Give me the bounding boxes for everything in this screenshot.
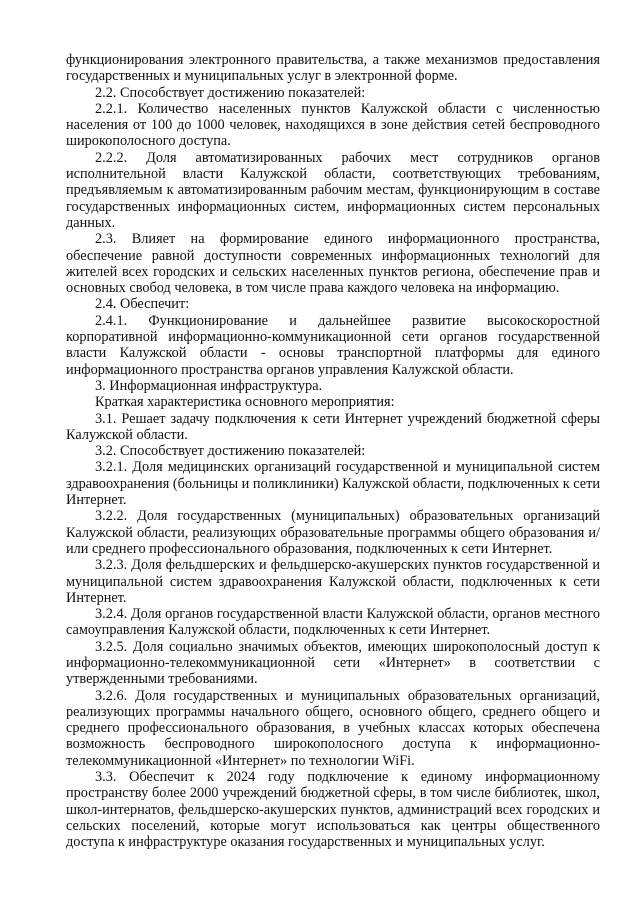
paragraph-3-2-2: 3.2.2. Доля государственных (муниципальных) образовательных организаций Калужской области, реализующих образовательные программы общего образования и/или среднего профессионального образования, подключенных к сети Интернет.: [66, 508, 600, 557]
paragraph-2-2-2: 2.2.2. Доля автоматизированных рабочих мест сотрудников органов исполнительной власти Калужской области, соответствующих требованиям, предъявляемым к автоматизированным рабочим местам, функционирующим в составе государственных информационных систем, информационных систем персональных данных.: [66, 149, 600, 231]
paragraph-3-2-3: 3.2.3. Доля фельдшерских и фельдшерско-акушерских пунктов государственной и муниципальной систем здравоохранения Калужской области, подключенных к сети Интернет.: [66, 557, 600, 606]
paragraph-3-2-1: 3.2.1. Доля медицинских организаций государственной и муниципальной систем здравоохранения (больницы и поликлиники) Калужской области, подключенных к сети Интернет.: [66, 459, 600, 509]
paragraph-3-2-6: 3.2.6. Доля государственных и муниципальных образовательных организаций, реализующих программы начального общего, основного общего, среднего общего и среднего профессионального образования, в учебных классах которых обеспечена возможность беспроводного широкополосного доступа к информационно-телекоммуникационной «Интернет» по технологии WiFi.: [66, 687, 600, 769]
paragraph-3-2-4: 3.2.4. Доля органов государственной власти Калужской области, органов местного самоуправления Калужской области, подключенных к сети Интернет.: [66, 606, 600, 639]
paragraph-3-1: 3.1. Решает задачу подключения к сети Интернет учреждений бюджетной сферы Калужской области.: [66, 410, 600, 443]
paragraph-3-2-5: 3.2.5. Доля социально значимых объектов, имеющих широкополосный доступ к информационно-телекоммуникационной сети «Интернет» в соответствии с утвержденными требованиями.: [66, 638, 600, 688]
paragraph-continuation: функционирования электронного правительства, а также механизмов предоставления государственных и муниципальных услуг в электронной форме.: [66, 52, 600, 85]
paragraph-2-2-heading: 2.2. Способствует достижению показателей:: [95, 84, 366, 101]
short-description-heading: Краткая характеристика основного мероприятия:: [95, 394, 395, 411]
paragraph-2-4-1: 2.4.1. Функционирование и дальнейшее развитие высокоскоростной корпоративной информационно-коммуникационной сети органов государственной власти Калужской области - основы транспортной платформы для единого информационного пространства органов управления Калужской области.: [66, 312, 600, 378]
paragraph-3-3: 3.3. Обеспечит к 2024 году подключение к единому информационному пространству более 2000 учреждений бюджетной сферы, в том числе библиотек, школ, школ-интернатов, фельдшерско-акушерских пунктов, администраций всех городских и сельских поселений, которые могут использоваться как центры общественного доступа к инфраструктуре оказания государственных и муниципальных услуг.: [66, 769, 600, 851]
document-page: [66, 52, 600, 851]
paragraph-2-2-1: 2.2.1. Количество населенных пунктов Калужской области с численностью населения от 100 до 1000 человек, находящихся в зоне действия сетей беспроводного широкополосного доступа.: [66, 100, 600, 150]
paragraph-2-4-heading: 2.4. Обеспечит:: [95, 296, 190, 313]
section-3-heading: 3. Информационная инфраструктура.: [95, 377, 323, 394]
paragraph-3-2-heading: 3.2. Способствует достижению показателей:: [95, 443, 366, 460]
paragraph-2-3: 2.3. Влияет на формирование единого информационного пространства, обеспечение равной доступности современных информационных технологий для жителей всех городских и сельских населенных пунктов региона, обеспечение прав и основных свобод человека, в том числе права каждого человека на информацию.: [66, 231, 600, 297]
